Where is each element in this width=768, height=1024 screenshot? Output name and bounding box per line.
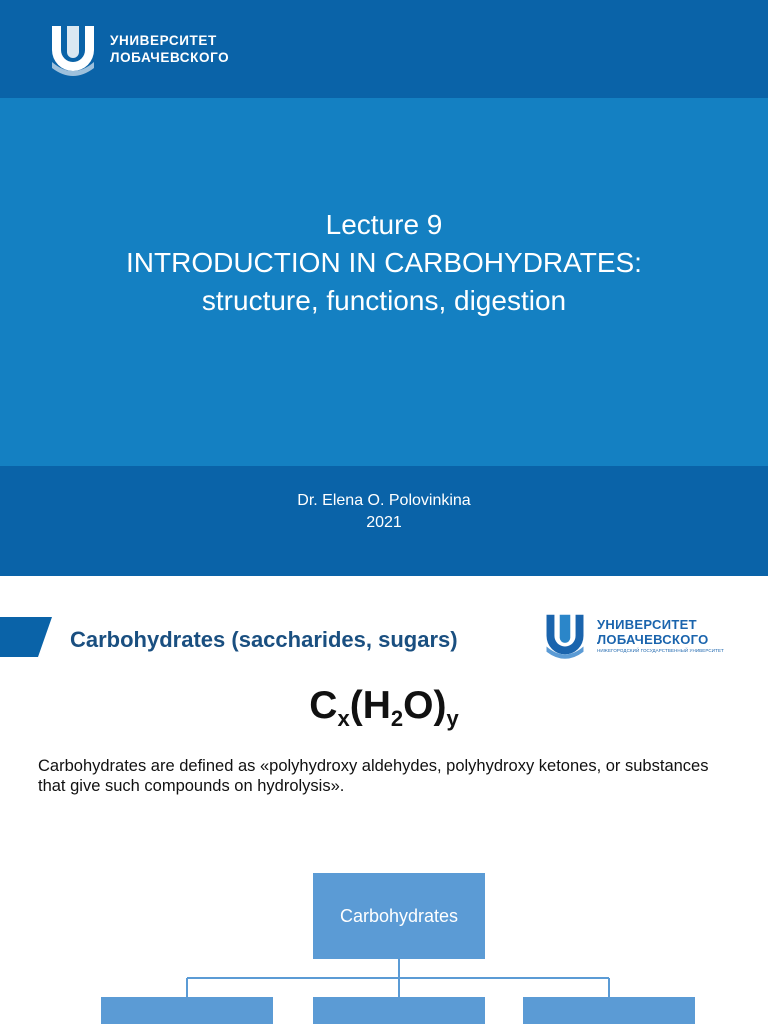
formula-o: O) — [403, 684, 447, 727]
university-logo-text — [110, 32, 229, 66]
lecture-topic: INTRODUCTION IN CARBOHYDRATES: — [126, 247, 642, 278]
lecture-subtitle: structure, functions, digestion — [201, 285, 567, 316]
lecture-title — [0, 206, 768, 320]
lecture-year: 2021 — [366, 514, 402, 531]
formula-y: y — [446, 706, 459, 731]
logo-small-line-2: ЛОБАЧЕВСКОГО — [597, 631, 709, 647]
carbohydrate-definition: Carbohydrates are defined as «polyhydroxy aldehydes, polyhydroxy ketones, or substances that give such compounds on hydrolysis». — [38, 757, 709, 795]
logo-small-line-1: УНИВЕРСИТЕТ — [597, 616, 697, 632]
author-name: Dr. Elena O. Polovinkina — [297, 492, 471, 509]
formula-two: 2 — [390, 706, 404, 731]
formula-h: (H — [349, 684, 391, 727]
university-logo — [48, 22, 229, 76]
tree-child-box — [101, 997, 273, 1024]
tree-child-box — [313, 997, 485, 1024]
formula-x: x — [337, 706, 350, 731]
tree-root-box — [313, 873, 485, 959]
formula-c: C — [309, 684, 338, 727]
author-block — [0, 490, 768, 534]
logo-line-1: УНИВЕРСИТЕТ — [110, 33, 217, 48]
university-emblem-icon — [48, 22, 98, 76]
content-slide — [0, 576, 768, 1024]
tree-child-box — [523, 997, 695, 1024]
slide-heading: Carbohydrates (saccharides, sugars) — [70, 627, 458, 652]
tree-root-label: Carbohydrates — [339, 905, 459, 926]
logo-line-2: ЛОБАЧЕВСКОГО — [110, 50, 230, 65]
logo-small-subtitle: НИЖЕГОРОДСКИЙ ГОСУДАРСТВЕННЫЙ УНИВЕРСИТЕТ — [597, 647, 724, 653]
lecture-number: Lecture 9 — [325, 209, 443, 240]
